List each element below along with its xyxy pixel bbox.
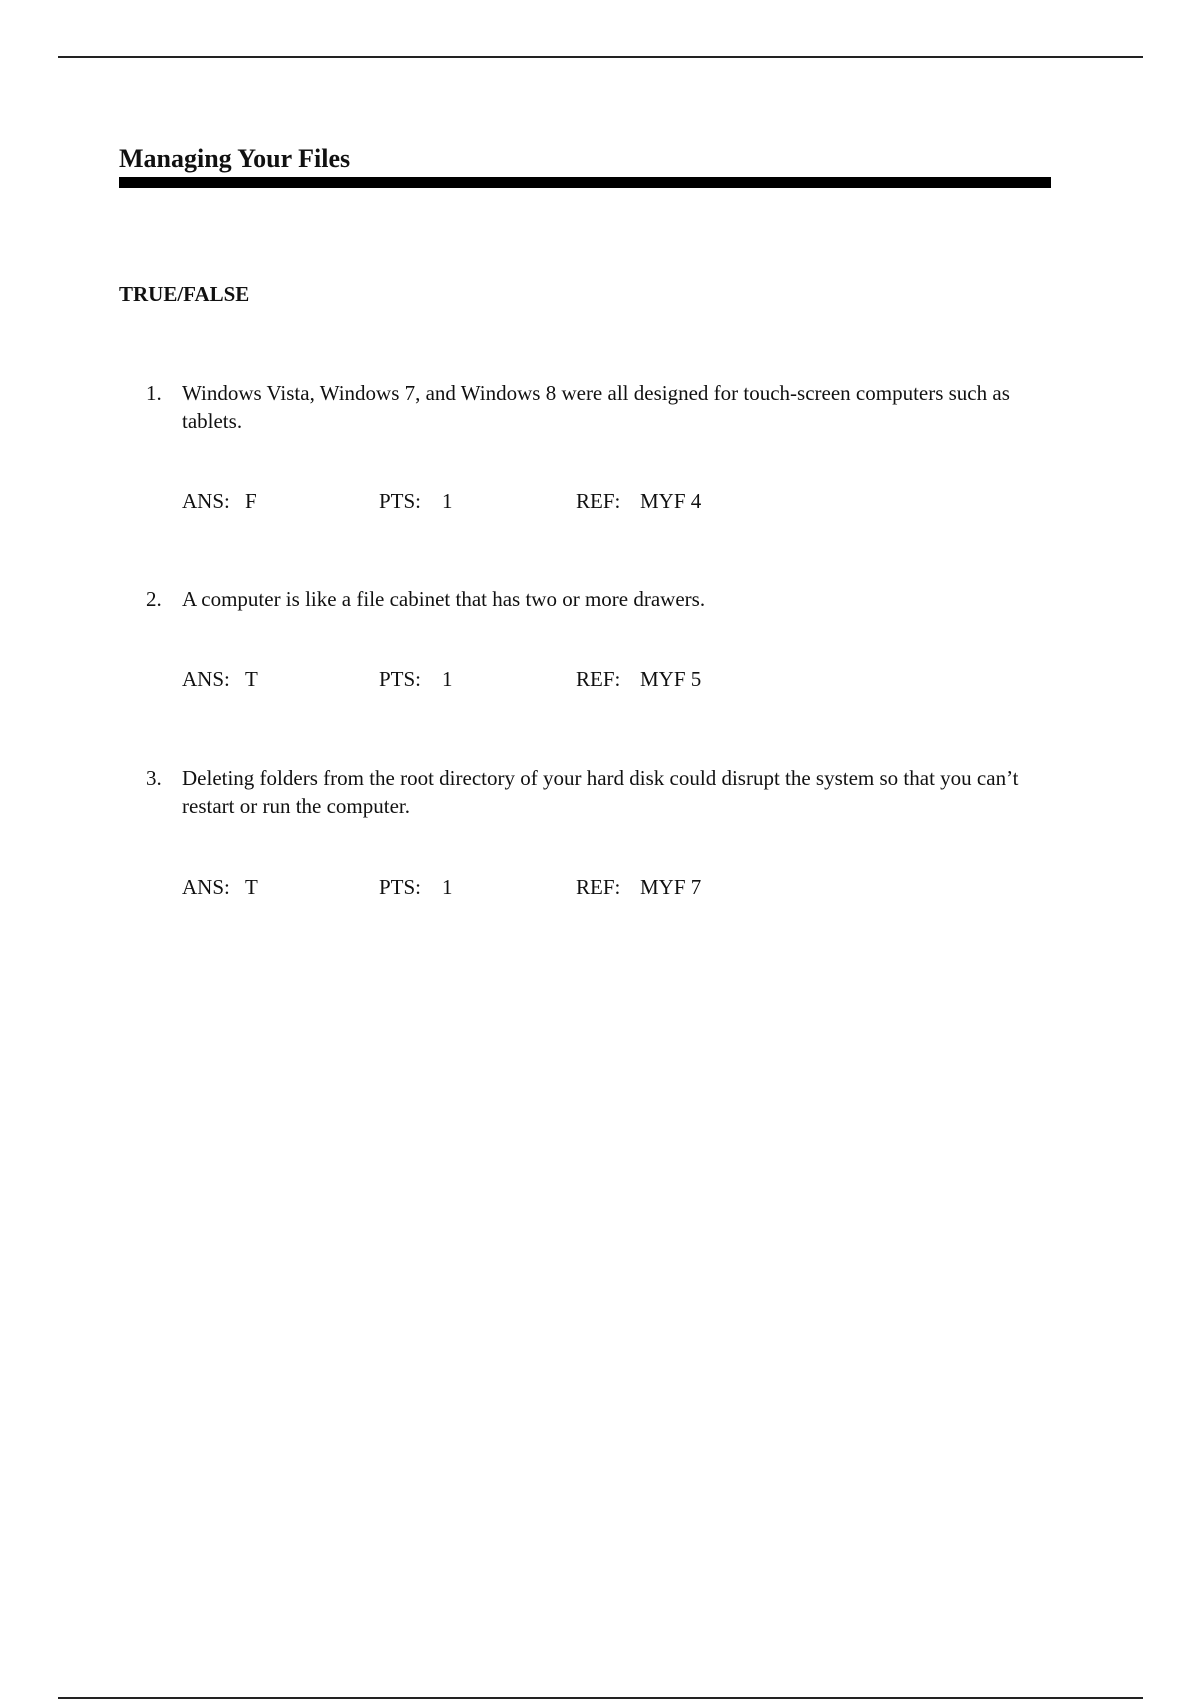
reference-label: REF:	[576, 489, 621, 513]
page-bottom-rule	[58, 1697, 1143, 1699]
answer-value: T	[245, 875, 258, 899]
answer-label: ANS:	[182, 667, 230, 691]
question-text: Deleting folders from the root directory of your hard disk could disrupt the system so that you can’t restart or run the computer.	[182, 766, 1019, 818]
points-label: PTS:	[379, 667, 422, 691]
question-text: A computer is like a file cabinet that has two or more drawers.	[182, 587, 706, 611]
reference-value: MYF 5	[640, 667, 702, 691]
points-label: PTS:	[379, 489, 422, 513]
title-underline-bar	[119, 177, 1051, 188]
question-number: 1.	[146, 381, 162, 405]
points-value: 1	[442, 875, 453, 899]
chapter-title: Managing Your Files	[119, 144, 351, 173]
question-text: Windows Vista, Windows 7, and Windows 8 were all designed for touch-screen computers such as tablets.	[182, 381, 1010, 433]
reference-label: REF:	[576, 667, 621, 691]
section-heading: TRUE/FALSE	[119, 282, 250, 306]
points-value: 1	[442, 489, 453, 513]
reference-value: MYF 7	[640, 875, 702, 899]
question-number: 3.	[146, 766, 162, 790]
answer-value: T	[245, 667, 258, 691]
question-number: 2.	[146, 587, 162, 611]
points-label: PTS:	[379, 875, 422, 899]
page-top-rule	[58, 56, 1143, 58]
reference-label: REF:	[576, 875, 621, 899]
points-value: 1	[442, 667, 453, 691]
answer-label: ANS:	[182, 489, 230, 513]
answer-label: ANS:	[182, 875, 230, 899]
reference-value: MYF 4	[640, 489, 702, 513]
answer-value: F	[245, 489, 257, 513]
